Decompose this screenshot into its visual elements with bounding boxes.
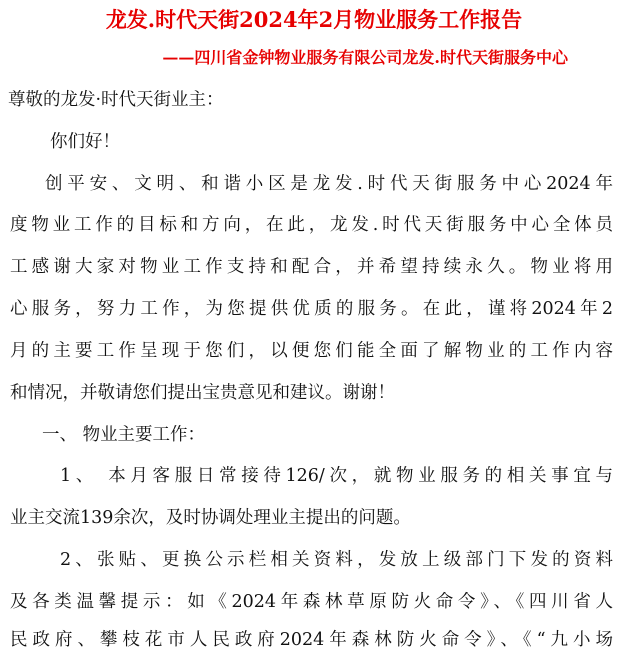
intro-line-2: 度物业工作的目标和方向，在此，龙发.时代天街服务中心全体员 — [10, 215, 613, 235]
item1-line-2: 业主交流139余次，及时协调处理业主提出的问题。 — [10, 508, 411, 528]
report-title: 龙发.时代天街2024年2月物业服务工作报告 — [105, 7, 523, 32]
section-heading: 一、 物业主要工作： — [42, 425, 206, 445]
item2-line-2: 及各类温馨提示：如《2024年森林草原防火命令》、《四川省人 — [10, 592, 613, 612]
intro-line-6: 和情况，并敬请您们提出宝贵意见和建议。谢谢！ — [10, 383, 395, 403]
item1-line-1: 1、 本月客服日常接待126/次，就物业服务的相关事宜与 — [60, 466, 613, 486]
intro-line-3: 工感谢大家对物业工作支持和配合，并希望持续永久。物业将用 — [10, 257, 613, 277]
item2-line-3: 民政府、攀枝花市人民政府2024年森林防火命令》、《“九小场 — [10, 630, 613, 650]
greeting: 你们好！ — [50, 132, 120, 152]
intro-line-5: 月的主要工作呈现于您们，以便您们能全面了解物业的工作内容 — [10, 341, 613, 361]
salutation: 尊敬的龙发·时代天街业主： — [8, 90, 224, 110]
intro-line-1: 创平安、文明、和谐小区是龙发.时代天街服务中心2024年 — [45, 174, 613, 194]
item2-line-1: 2、张贴、更换公示栏相关资料，发放上级部门下发的资料 — [60, 550, 613, 570]
intro-line-4: 心服务，努力工作，为您提供优质的服务。在此，谨将2024年2 — [10, 299, 613, 319]
report-subtitle: ——四川省金钟物业服务有限公司龙发.时代天街服务中心 — [162, 48, 568, 67]
